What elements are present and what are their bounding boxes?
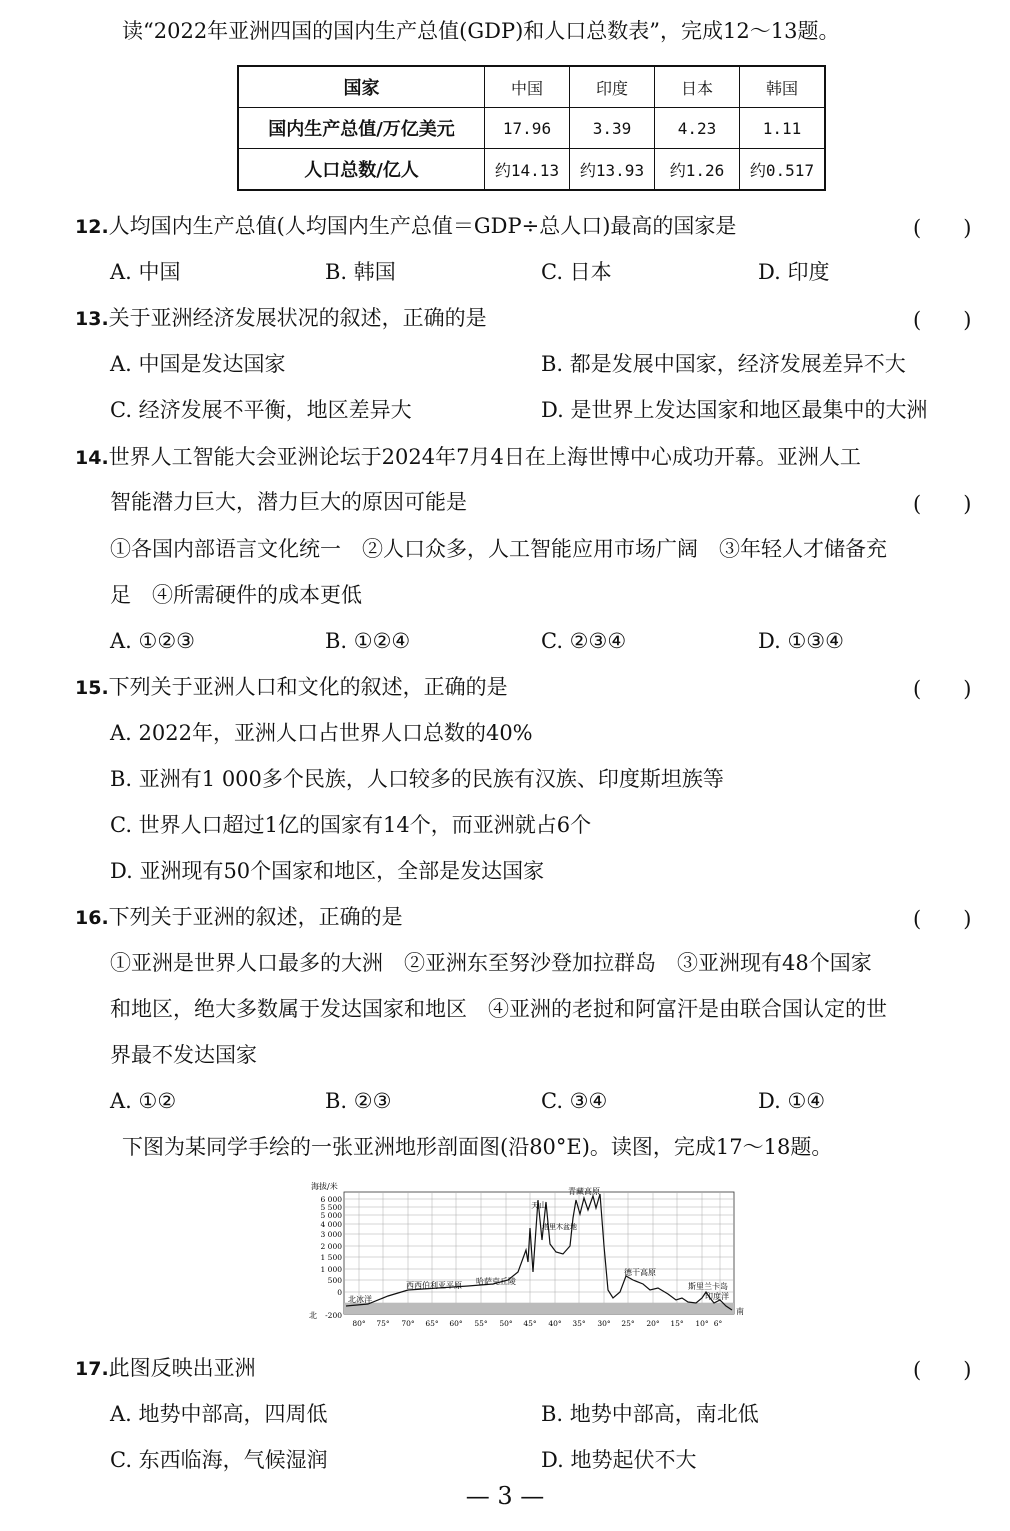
page-number: — 3 —: [465, 1482, 545, 1510]
statement-list: ①亚洲是世界人口最多的大洲 ②亚洲东至努沙登加拉群岛 ③亚洲现有48个国家: [110, 951, 872, 975]
option-c: C. 世界人口超过1亿的国家有14个，而亚洲就占6个: [110, 813, 592, 837]
option-d: D. 亚洲现有50个国家和地区，全部是发达国家: [110, 859, 545, 883]
y-tick-label: 5 500: [320, 1203, 342, 1212]
option-d: D. ①④: [758, 1089, 826, 1113]
question-number: 12.: [75, 216, 109, 238]
y-tick-label: 0: [337, 1288, 342, 1297]
table-cell: 3.39: [570, 108, 655, 149]
x-tick-labels: [352, 1319, 722, 1328]
x-tick-label: 70°: [401, 1319, 415, 1328]
option-a: A. 2022年，亚洲人口占世界人口总数的40%: [110, 721, 533, 745]
option-c: C. 日本: [541, 260, 612, 284]
question-number: 17.: [75, 1358, 109, 1380]
question-17: [75, 1354, 1010, 1383]
x-tick-label: 30°: [597, 1319, 611, 1328]
y-tick-label: 1 500: [320, 1253, 342, 1262]
terrain-label: 斯里兰卡岛: [688, 1282, 728, 1291]
statement-list-cont: 足 ④所需硬件的成本更低: [110, 583, 362, 607]
option-b: B. 都是发展中国家，经济发展差异不大: [541, 352, 906, 376]
option-a: A. 中国: [110, 260, 181, 284]
table-cell: 1.11: [740, 108, 826, 149]
option-c: C. ②③④: [541, 629, 627, 653]
statement-list-cont: 界最不发达国家: [110, 1043, 257, 1067]
x-tick-label: 75°: [376, 1319, 390, 1328]
y-tick-label: 6 000: [320, 1195, 342, 1204]
option-a: A. 地势中部高，四周低: [110, 1402, 328, 1426]
question-number: 16.: [75, 907, 109, 929]
x-tick-label: 15°: [670, 1319, 684, 1328]
option-c: C. ③④: [541, 1089, 608, 1113]
table-cell: 约13.93: [570, 149, 655, 191]
option-c: C. 经济发展不平衡，地区差异大: [110, 398, 412, 422]
option-b: B. ②③: [325, 1089, 392, 1113]
y-tick-label: 1 000: [320, 1265, 342, 1274]
y-tick-label: 500: [327, 1276, 342, 1285]
option-d: D. 印度: [758, 260, 830, 284]
answer-bracket: ( ): [913, 677, 972, 701]
table-cell: 国内生产总值/万亿美元: [238, 108, 485, 149]
x-tick-label: 50°: [499, 1319, 513, 1328]
x-tick-label: 55°: [474, 1319, 488, 1328]
question-text: 世界人工智能大会亚洲论坛于2024年7月4日在上海世博中心成功开幕。亚洲人工: [108, 445, 861, 469]
option-b: B. ①②④: [325, 629, 411, 653]
option-a: A. ①②③: [110, 629, 195, 653]
terrain-label: 印度洋: [705, 1292, 729, 1301]
question-text: 下列关于亚洲的叙述，正确的是: [108, 905, 403, 929]
question-14: [75, 443, 1010, 472]
question-text-cont: 智能潜力巨大，潜力巨大的原因可能是: [110, 490, 467, 514]
question-15: [75, 673, 1010, 702]
y-tick-label: 5 000: [320, 1211, 342, 1220]
terrain-label: 哈萨克丘陵: [476, 1277, 516, 1286]
statement-list: ①各国内部语言文化统一 ②人口众多，人工智能应用市场广阔 ③年轻人才储备充: [110, 537, 887, 561]
answer-bracket: ( ): [913, 492, 972, 516]
table-cell: 4.23: [655, 108, 740, 149]
table-row: [238, 66, 825, 108]
option-d: D. ①③④: [758, 629, 844, 653]
x-tick-label: 60°: [449, 1319, 463, 1328]
table-cell: 约1.26: [655, 149, 740, 191]
option-b: B. 韩国: [325, 260, 396, 284]
answer-bracket: ( ): [913, 907, 972, 931]
y-axis-label: 海拔/米: [311, 1182, 338, 1191]
question-text: 此图反映出亚洲: [108, 1356, 256, 1380]
table-cell: 17.96: [485, 108, 570, 149]
terrain-label: 北冰洋: [348, 1295, 372, 1304]
terrain-label: 德干高原: [624, 1268, 656, 1277]
y-tick-label: -200: [325, 1311, 342, 1320]
terrain-labels: [348, 1186, 729, 1304]
x-tick-label: 40°: [548, 1319, 562, 1328]
question-number: 13.: [75, 308, 109, 330]
south-label: 南: [736, 1307, 744, 1316]
y-tick-label: 2 000: [320, 1242, 342, 1251]
terrain-label: 天山: [531, 1201, 547, 1210]
x-tick-label: 10°: [695, 1319, 709, 1328]
sea-level-band: [344, 1303, 734, 1314]
x-tick-label: 6°: [713, 1319, 723, 1328]
table-header-cell: 日本: [655, 66, 740, 108]
terrain-label: 青藏高原: [568, 1187, 600, 1196]
x-tick-label: 35°: [572, 1319, 586, 1328]
y-tick-label: 4 000: [320, 1220, 342, 1229]
table-header-cell: 韩国: [740, 66, 826, 108]
option-a: A. ①②: [110, 1089, 177, 1113]
table-cell: 约14.13: [485, 149, 570, 191]
option-d: D. 地势起伏不大: [541, 1448, 697, 1472]
table-header-cell: 国家: [238, 66, 485, 108]
intro-text: 读“2022年亚洲四国的国内生产总值(GDP)和人口总数表”，完成12～13题。: [122, 19, 840, 43]
option-d: D. 是世界上发达国家和地区最集中的大洲: [541, 398, 928, 422]
question-12: [75, 212, 1010, 241]
question-text: 人均国内生产总值(人均国内生产总值＝GDP÷总人口)最高的国家是: [108, 214, 737, 238]
statement-list-cont: 和地区，绝大多数属于发达国家和地区 ④亚洲的老挝和阿富汗是由联合国认定的世: [110, 997, 887, 1021]
table-header-cell: 印度: [570, 66, 655, 108]
terrain-label: 西西伯利亚平原: [406, 1281, 462, 1290]
answer-bracket: ( ): [913, 1358, 972, 1382]
x-tick-label: 80°: [352, 1319, 366, 1328]
gdp-table: [237, 65, 826, 191]
north-label: 北: [309, 1311, 317, 1320]
question-13: [75, 304, 1010, 333]
table-cell: 约0.517: [740, 149, 826, 191]
terrain-profile-figure: [308, 1180, 744, 1330]
question-number: 14.: [75, 447, 109, 469]
option-b: B. 亚洲有1 000多个民族，人口较多的民族有汉族、印度斯坦族等: [110, 767, 724, 791]
question-16: [75, 903, 1010, 932]
table-header-cell: 中国: [485, 66, 570, 108]
question-number: 15.: [75, 677, 109, 699]
terrain-profile-line: [346, 1194, 732, 1310]
x-tick-label: 25°: [621, 1319, 635, 1328]
option-b: B. 地势中部高，南北低: [541, 1402, 759, 1426]
x-tick-label: 65°: [425, 1319, 439, 1328]
question-text: 下列关于亚洲人口和文化的叙述，正确的是: [108, 675, 508, 699]
answer-bracket: ( ): [913, 216, 972, 240]
y-tick-labels: [321, 1195, 343, 1320]
table-cell: 人口总数/亿人: [238, 149, 485, 191]
option-c: C. 东西临海，气候湿润: [110, 1448, 328, 1472]
terrain-label: 塔里木盆地: [542, 1223, 577, 1231]
option-a: A. 中国是发达国家: [110, 352, 286, 376]
x-tick-label: 45°: [523, 1319, 537, 1328]
x-tick-label: 20°: [646, 1319, 660, 1328]
y-tick-label: 3 000: [320, 1230, 342, 1239]
answer-bracket: ( ): [913, 308, 972, 332]
table-row: [238, 149, 825, 191]
table-row: [238, 108, 825, 149]
question-text: 关于亚洲经济发展状况的叙述，正确的是: [108, 306, 487, 330]
intro-text: 下图为某同学手绘的一张亚洲地形剖面图(沿80°E)。读图，完成17～18题。: [122, 1135, 833, 1159]
